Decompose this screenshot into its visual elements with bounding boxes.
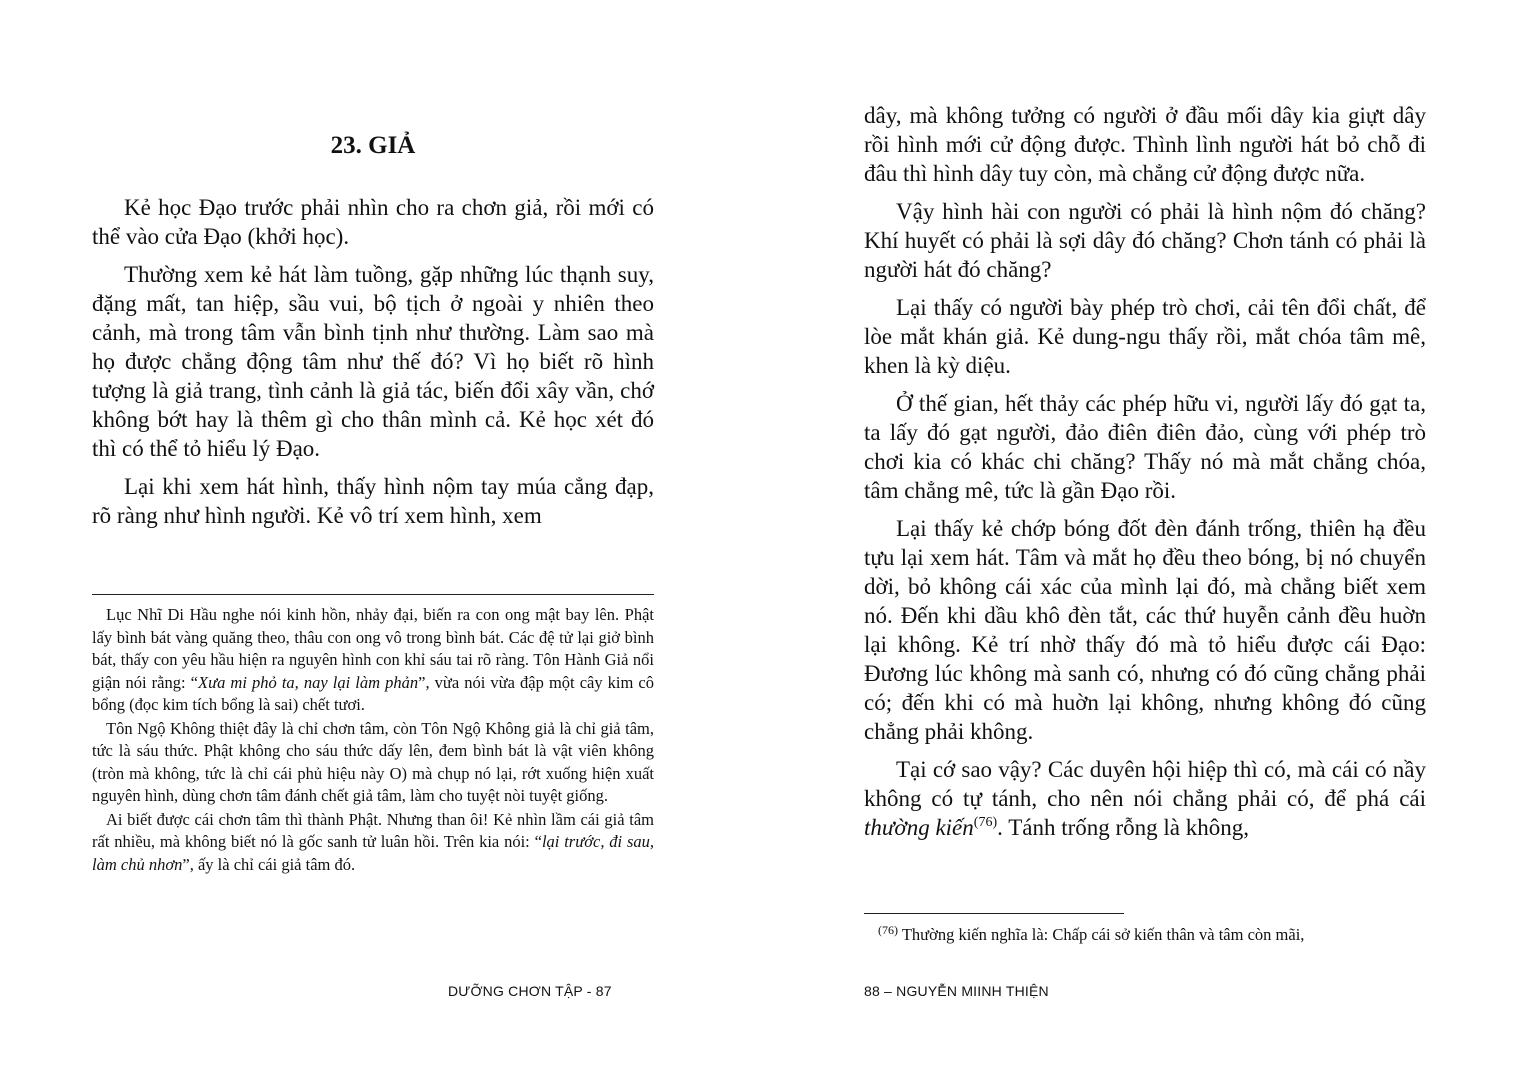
paragraph-text: Tại cớ sao vậy? Các duyên hội hiệp thì có, mà cái có nầy không có tự tánh, cho nên nói chẳng phải có, để phá cái xyxy=(864,757,1426,811)
footnote-divider xyxy=(864,913,1124,914)
right-footnotes xyxy=(864,924,1426,948)
footnote-paragraph xyxy=(864,924,1426,947)
footnote-divider xyxy=(92,594,654,595)
chapter-title: 23. GIẢ xyxy=(330,132,416,159)
footnote-text: ”, vừa nói vừa đập một cây kim cô bổng (đọc kim tích bổng là sai) chết tươi. xyxy=(92,672,655,714)
italic-term: thường kiến xyxy=(864,815,974,840)
paragraph: Lại khi xem hát hình, thấy hình nộm tay múa cẳng đạp, rõ ràng như hình người. Kẻ vô trí xem hình, xem xyxy=(92,474,654,528)
left-body-text xyxy=(92,193,654,539)
paragraph: Lại thấy có người bày phép trò chơi, cải tên đổi chất, để lòe mắt khán giả. Kẻ dung-ngu thấy rồi, mắt chóa tâm mê, khen là kỳ diệu. xyxy=(864,295,1426,378)
paragraph: Lại thấy kẻ chớp bóng đốt đèn đánh trống, thiên hạ đều tựu lại xem hát. Tâm và mắt họ đều theo bóng, bị nó chuyển dời, bỏ không cái xác của mình lại đó, mà chẳng biết xem nó. Đến khi dầu khô đèn tắt, các thứ huyễn cảnh đều huờn lại không. Kẻ trí nhờ thấy đó mà tỏ hiểu được cái Đạo: Đương lúc không mà sanh có, nhưng có đó cũng chẳng phải có; đến khi có mà huờn lại không, nhưng không đó cũng chẳng phải không. xyxy=(864,516,1426,744)
footnote-mark: (76) xyxy=(878,923,898,937)
footnote-italic-quote: lại trước, đi sau, làm chủ nhơn xyxy=(92,832,655,874)
paragraph: dây, mà không tưởng có người ở đầu mối dây kia giựt dây rồi hình mới cử động được. Thình lình người hát bỏ chỗ đi đâu thì hình dây tuy còn, mà chẳng cử động được nữa. xyxy=(864,103,1426,186)
paragraph: Ở thế gian, hết thảy các phép hữu vi, người lấy đó gạt ta, ta lấy đó gạt người, đảo điên điên đảo, cùng với phép trò chơi kia có khác chi chăng? Thấy nó mà mắt chẳng chóa, tâm chẳng mê, tức là gần Đạo rồi. xyxy=(864,391,1426,503)
right-page xyxy=(760,0,1520,1076)
footnote-text: Lục Nhĩ Di Hầu nghe nói kinh hồn, nhảy đại, biến ra con ong mật bay lên. Phật lấy bình bát vàng quăng theo, thâu con ong vô trong bình bát. Các đệ tử lại giở bình bát, thấy con yêu hầu hiện ra nguyên hình con khỉ sáu tai rõ ràng. Tôn Hành Giả nổi giận nói rằng: “ xyxy=(92,605,654,692)
left-footnotes xyxy=(92,604,654,877)
footnote-paragraph xyxy=(92,809,654,877)
page-footer: 88 – NGUYỄN MIINH THIỆN xyxy=(864,983,1049,999)
footnote-italic-quote: Xưa mi phỏ ta, nay lại làm phản xyxy=(197,672,419,692)
footnote-paragraph: Tôn Ngộ Không thiệt đây là chỉ chơn tâm, còn Tôn Ngộ Không giả là chỉ giả tâm, tức là sáu thức. Phật không cho sáu thức dấy lên, đem bình bát là vật viên không (tròn mà không, tức là chỉ cái phủ hiệu này O) mà chụp nó lại, rớt xuống hiện xuất nguyên hình, dùng chơn tâm đánh chết giả tâm, làm cho tuyệt nòi tuyệt giống. xyxy=(92,718,654,805)
footnote-text: ”, ấy là chỉ cái giả tâm đó. xyxy=(182,854,356,874)
right-body-text xyxy=(864,101,1426,851)
footnote-paragraph xyxy=(92,604,654,717)
paragraph-text: . Tánh trống rỗng là không, xyxy=(997,815,1250,840)
page-footer: DƯỠNG CHƠN TẬP - 87 xyxy=(448,983,612,999)
paragraph: Vậy hình hài con người có phải là hình nộm đó chăng? Khí huyết có phải là sợi dây đó chăng? Chơn tánh có phải là người hát đó chăng? xyxy=(864,199,1426,282)
paragraph xyxy=(864,755,1426,842)
paragraph: Kẻ học Đạo trước phải nhìn cho ra chơn giả, rồi mới có thể vào cửa Đạo (khởi học). xyxy=(92,195,654,249)
footnote-text: Ai biết được cái chơn tâm thì thành Phật. Nhưng than ôi! Kẻ nhìn lầm cái giả tâm rất nhiều, mà không biết nó là gốc sanh tử luân hồi. Trên kia nói: “ xyxy=(92,809,654,851)
footnote-text: Thường kiến nghĩa là: Chấp cái sở kiến thân và tâm còn mãi, xyxy=(901,925,1305,944)
footnote-reference: (76) xyxy=(973,815,998,830)
paragraph: Thường xem kẻ hát làm tuồng, gặp những lúc thạnh suy, đặng mất, tan hiệp, sầu vui, bộ tịch ở ngoài y nhiên theo cảnh, mà trong tâm vẫn bình tịnh như thường. Làm sao mà họ được chẳng động tâm như thế đó? Vì họ biết rõ hình tượng là giả trang, tình cảnh là giả tác, biến đổi xây vần, chớ không bớt hay là thêm gì cho thân mình cả. Kẻ học xét đó thì có thể tỏ hiểu lý Đạo. xyxy=(92,262,654,461)
